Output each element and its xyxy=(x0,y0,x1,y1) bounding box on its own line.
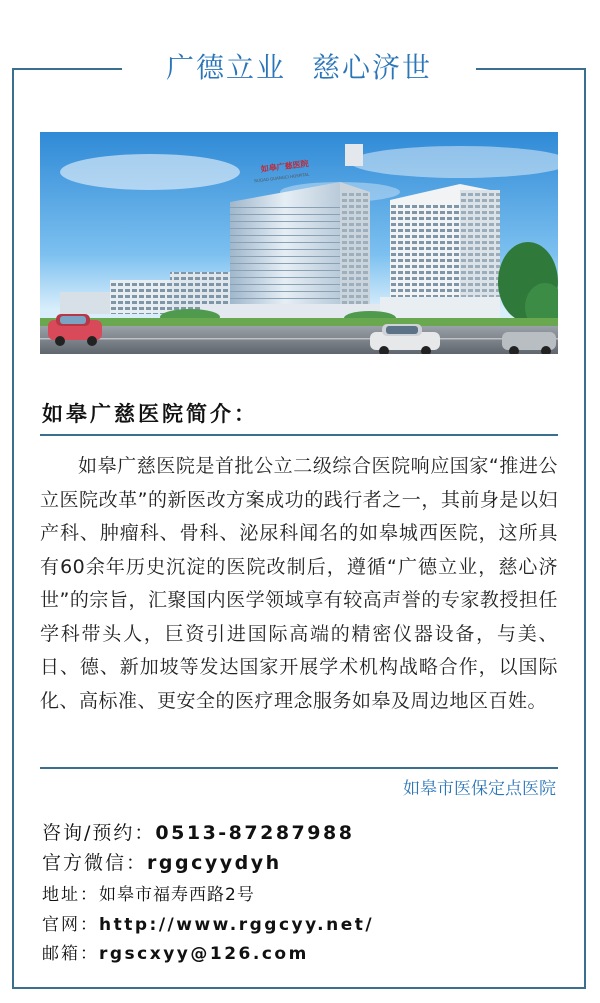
hospital-illustration xyxy=(40,132,558,354)
phone-label: 咨询/预约： xyxy=(42,822,156,844)
address-value: 如皋市福寿西路2号 xyxy=(99,885,255,905)
building-sign-en: RUGAO GUANGCI HOSPITAL xyxy=(254,171,310,184)
email-label: 邮箱： xyxy=(42,944,99,964)
intro-title: 如皋广慈医院简介： xyxy=(42,402,258,426)
website-label: 官网： xyxy=(42,915,99,935)
slogan-left: 广德立业 xyxy=(165,51,286,84)
contact-address xyxy=(42,880,255,905)
slogan-header xyxy=(122,50,476,86)
contact-phone xyxy=(42,818,354,845)
slogan-right: 慈心济世 xyxy=(312,51,433,84)
contact-website xyxy=(42,910,374,935)
website-link[interactable]: http://www.rggcyy.net/ xyxy=(99,915,375,935)
intro-body: 如皋广慈医院是首批公立二级综合医院响应国家“推进公立医院改革”的新医改方案成功的践行者之一，其前身是以妇产科、肿瘤科、骨科、泌尿科闻名的如皋城西医院，这所具有60余年历史沉淀的医院改制后，遵循“广德立业，慈心济世”的宗旨，汇聚国内医学领域享有较高声誉的专家教授担任学科带头人，巨资引进国际高端的精密仪器设备，与美、日、德、新加坡等发达国家开展学术机构战略合作，以国际化、高标准、更安全的医疗理念服务如皋及周边地区百姓。 xyxy=(40,455,558,712)
wechat-value: rggcyydyh xyxy=(147,852,282,874)
frame-top-left-line xyxy=(12,68,122,70)
insurance-note: 如皋市医保定点医院 xyxy=(403,779,556,799)
email-link[interactable]: rgscxyy@126.com xyxy=(99,944,309,964)
divider-bottom xyxy=(40,767,558,769)
wechat-label: 官方微信： xyxy=(42,852,148,874)
contact-email xyxy=(42,939,309,964)
hospital-photo xyxy=(40,132,558,354)
phone-value[interactable]: 0513-87287988 xyxy=(155,822,355,844)
divider-top xyxy=(40,434,558,436)
frame-top-right-line xyxy=(476,68,586,70)
building-sign: 如皋广慈医院 xyxy=(260,159,310,174)
contact-wechat xyxy=(42,848,282,875)
address-label: 地址： xyxy=(42,885,99,905)
